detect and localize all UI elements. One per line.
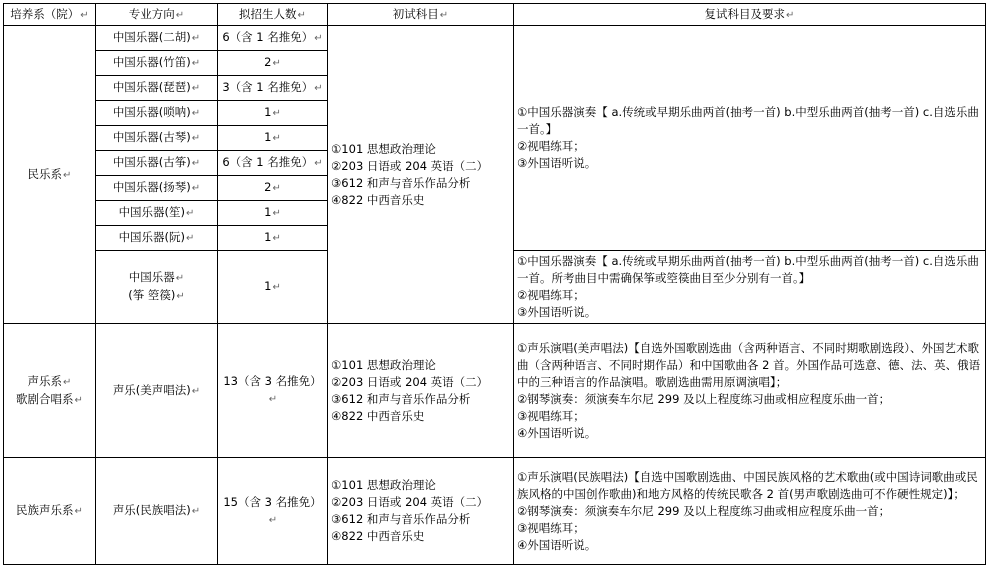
retest-cell-minyue-b [514, 251, 986, 324]
quota-cell: 1↵ [218, 126, 328, 151]
retest-item: ③外国语听说。 [517, 156, 597, 170]
retest-item: ①声乐演唱(民族唱法)【自选中国歌剧选曲、中国民族风格的艺术歌曲(或中国诗词歌曲或民族风格的中国创作歌曲)和地方风格的传统民歌各 2 首(男声歌剧选曲可不作硬性规定)】； [517, 469, 978, 501]
initial-exam-cell-minzu [328, 458, 514, 565]
retest-item: ②钢琴演奏：须演奏车尔尼 299 及以上程度练习曲或相应程度乐曲一首； [517, 391, 891, 406]
table-row [4, 324, 986, 458]
exam-item: ②203 日语或 204 英语（二） [331, 374, 489, 389]
retest-item: ④外国语听说。 [517, 425, 597, 440]
retest-item: ③视唱练耳； [517, 520, 585, 535]
header-initial-exam: 初试科目↵ [328, 4, 514, 26]
department-cell-shengyue: 声乐系↵ 歌剧合唱系↵ [4, 324, 96, 458]
retest-cell-shengyue [514, 324, 986, 458]
retest-cell-minzu [514, 458, 986, 565]
header-major: 专业方向↵ [96, 4, 218, 26]
exam-item: ④822 中西音乐史 [331, 529, 425, 543]
major-cell: 中国乐器(竹笛)↵ [96, 51, 218, 76]
exam-item: ③612 和声与音乐作品分析 [331, 175, 471, 190]
retest-item: ④外国语听说。 [517, 537, 597, 552]
quota-cell: 2↵ [218, 176, 328, 201]
retest-item: ②视唱练耳； [517, 139, 585, 153]
quota-cell: 6（含 1 名推免）↵ [218, 26, 328, 51]
retest-item: ①声乐演唱(美声唱法)【自选外国歌剧选曲（含两种语言、不同时期歌剧选段）、外国艺术歌曲（含两种语言、不同时期作品）和中国歌曲各 2 首。外国作品可选意、德、法、英、俄语中的三种语言的作品演唱。歌剧选曲需用原调演唱】； [517, 340, 981, 389]
admissions-table [3, 3, 986, 565]
major-cell: 中国乐器(扬琴)↵ [96, 176, 218, 201]
initial-exam-cell-minyue [328, 26, 514, 324]
major-cell: 中国乐器(古筝)↵ [96, 151, 218, 176]
exam-item: ②203 日语或 204 英语（二） [331, 495, 489, 509]
exam-item: ④822 中西音乐史 [331, 408, 425, 423]
retest-item: ③视唱练耳； [517, 408, 585, 423]
major-cell: 中国乐器(笙)↵ [96, 201, 218, 226]
initial-exam-cell-shengyue [328, 324, 514, 458]
major-cell: 中国乐器↵ (筝 箜篌)↵ [96, 251, 218, 324]
quota-cell: 3（含 1 名推免）↵ [218, 76, 328, 101]
retest-cell-minyue-a [514, 26, 986, 251]
department-cell-minzu: 民族声乐系↵ [4, 458, 96, 565]
quota-cell: 15（含 3 名推免）↵ [218, 458, 328, 565]
major-cell: 中国乐器(阮)↵ [96, 226, 218, 251]
quota-cell: 2↵ [218, 51, 328, 76]
department-cell-minyue: 民乐系↵ [4, 26, 96, 324]
major-cell: 声乐(美声唱法)↵ [96, 324, 218, 458]
retest-item: ①中国乐器演奏【 a.传统或早期乐曲两首(抽考一首) b.中型乐曲两首(抽考一首) c.自选乐曲一首。】 [517, 105, 979, 136]
header-row [4, 4, 986, 26]
table-row [4, 458, 986, 565]
table-row [4, 26, 986, 51]
exam-item: ①101 思想政治理论 [331, 141, 436, 156]
header-retest: 复试科目及要求↵ [514, 4, 986, 26]
major-cell: 中国乐器(二胡)↵ [96, 26, 218, 51]
quota-cell: 1↵ [218, 201, 328, 226]
major-cell: 中国乐器(琵琶)↵ [96, 76, 218, 101]
quota-cell: 6（含 1 名推免）↵ [218, 151, 328, 176]
retest-item: ③外国语听说。 [517, 305, 597, 319]
header-quota: 拟招生人数↵ [218, 4, 328, 26]
exam-item: ③612 和声与音乐作品分析 [331, 391, 471, 406]
major-cell: 中国乐器(唢呐)↵ [96, 101, 218, 126]
quota-cell: 13（含 3 名推免）↵ [218, 324, 328, 458]
exam-item: ④822 中西音乐史 [331, 192, 425, 207]
major-cell: 中国乐器(古琴)↵ [96, 126, 218, 151]
exam-item: ③612 和声与音乐作品分析 [331, 512, 471, 526]
retest-item: ②钢琴演奏：须演奏车尔尼 299 及以上程度练习曲或相应程度乐曲一首； [517, 503, 891, 518]
major-cell: 声乐(民族唱法)↵ [96, 458, 218, 565]
header-department: 培养系（院）↵ [4, 4, 96, 26]
retest-item: ①中国乐器演奏【 a.传统或早期乐曲两首(抽考一首) b.中型乐曲两首(抽考一首) c.自选乐曲一首。所考曲目中需确保筝或箜篌曲目至少分别有一首。】 [517, 254, 979, 285]
exam-item: ②203 日语或 204 英语（二） [331, 158, 489, 173]
exam-item: ①101 思想政治理论 [331, 478, 436, 492]
retest-item: ②视唱练耳； [517, 288, 585, 302]
quota-cell: 1↵ [218, 101, 328, 126]
exam-item: ①101 思想政治理论 [331, 357, 436, 372]
quota-cell: 1↵ [218, 251, 328, 324]
quota-cell: 1↵ [218, 226, 328, 251]
